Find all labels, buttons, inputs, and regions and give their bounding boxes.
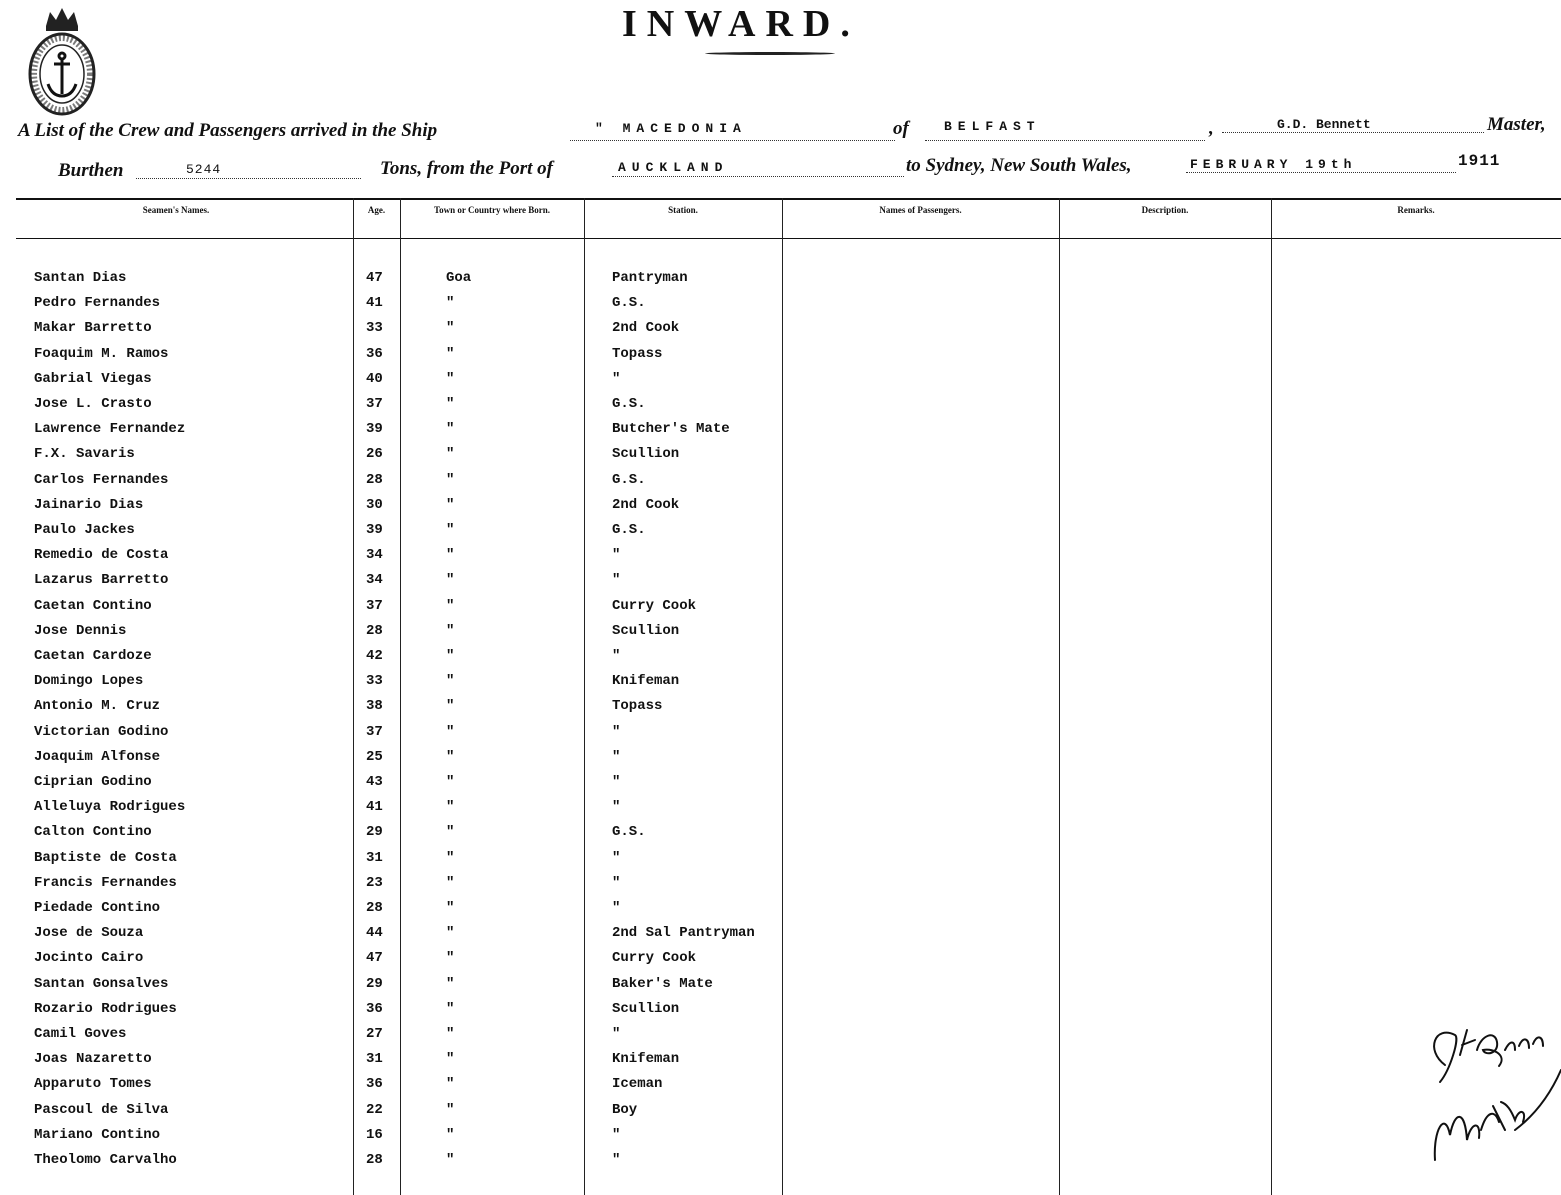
crew-station: "	[612, 900, 621, 916]
master-signature	[1415, 1010, 1561, 1170]
crew-row	[16, 673, 816, 695]
crew-birthplace: "	[446, 950, 455, 967]
crew-station: Scullion	[612, 446, 680, 463]
crew-row	[16, 497, 816, 519]
crew-birthplace: "	[446, 774, 455, 790]
crew-age: 47	[366, 270, 383, 286]
crew-station: 2nd Cook	[612, 320, 680, 337]
crew-name: Piedade Contino	[34, 900, 161, 916]
crew-station: G.S.	[612, 522, 646, 538]
crew-row	[16, 925, 816, 947]
crew-row	[16, 950, 816, 972]
crew-name: Antonio M. Cruz	[34, 698, 161, 715]
crew-row	[16, 1152, 816, 1174]
crew-age: 36	[366, 1076, 383, 1093]
crew-age: 41	[366, 799, 383, 816]
crew-station: "	[612, 370, 621, 387]
crew-station: G.S.	[612, 295, 646, 312]
arrival-year: 1911	[1458, 152, 1501, 170]
crew-age: 31	[366, 1051, 383, 1068]
crew-name: Ciprian Godino	[34, 774, 152, 790]
crew-name: Joaquim Alfonse	[34, 748, 161, 765]
col-header-passenger-names: Names of Passengers.	[879, 205, 962, 215]
crew-birthplace: "	[446, 345, 455, 362]
crew-age: 37	[366, 396, 383, 412]
crew-age: 41	[366, 295, 383, 312]
crew-birthplace: "	[446, 1152, 455, 1168]
crew-row	[16, 850, 816, 872]
crew-name: Remedio de Costa	[34, 547, 169, 564]
crew-birthplace: "	[446, 597, 455, 614]
port-of-registry: BELFAST	[944, 119, 1041, 134]
crew-station: "	[612, 723, 621, 740]
crew-age: 33	[366, 320, 383, 337]
crew-age: 34	[366, 572, 383, 589]
crew-name: F.X. Savaris	[34, 446, 135, 463]
crew-birthplace: "	[446, 295, 455, 312]
crew-list-table	[16, 198, 1561, 1195]
crew-row	[16, 976, 816, 998]
crew-row	[16, 522, 816, 544]
crew-station: Topass	[612, 345, 663, 362]
crew-birthplace: "	[446, 396, 455, 412]
crew-birthplace: "	[446, 799, 455, 816]
crew-birthplace: "	[446, 648, 455, 664]
crew-row	[16, 396, 816, 418]
arrival-date: FEBRUARY 19th	[1190, 157, 1357, 172]
crew-row	[16, 900, 816, 922]
crew-age: 22	[366, 1101, 383, 1118]
crew-age: 39	[366, 522, 383, 538]
crew-station: Knifeman	[612, 1051, 680, 1068]
crew-age: 30	[366, 496, 383, 513]
col-header-description: Description.	[1141, 205, 1189, 215]
crew-name: Lawrence Fernandez	[34, 421, 186, 438]
crew-station: 2nd Sal Pantryman	[612, 925, 755, 942]
crew-station: Boy	[612, 1101, 638, 1118]
crew-row	[16, 446, 816, 468]
master-label: Master,	[1487, 114, 1546, 135]
crew-birthplace: "	[446, 370, 455, 387]
crew-station: "	[612, 799, 621, 816]
crew-birthplace: "	[446, 522, 455, 538]
crew-name: Mariano Contino	[34, 1126, 161, 1143]
header-list-label: A List of the Crew and Passengers arrived in the Ship	[18, 120, 438, 141]
crew-station: Baker's Mate	[612, 975, 713, 992]
crew-birthplace: "	[446, 748, 455, 765]
crew-birthplace: "	[446, 1051, 455, 1068]
master-name: G.D. Bennett	[1277, 117, 1371, 132]
crew-name: Jocinto Cairo	[34, 950, 144, 967]
crew-name: Carlos Fernandes	[34, 471, 169, 488]
crew-row	[16, 1001, 816, 1023]
crew-row	[16, 270, 816, 292]
crew-age: 28	[366, 471, 383, 488]
crew-row	[16, 724, 816, 746]
crew-birthplace: "	[446, 1126, 455, 1143]
crew-station: Butcher's Mate	[612, 421, 730, 438]
crew-name: Caetan Cardoze	[34, 648, 152, 664]
crew-age: 36	[366, 1000, 383, 1017]
crew-station: "	[612, 572, 621, 589]
crew-station: "	[612, 1026, 621, 1042]
crew-age: 23	[366, 874, 383, 891]
crew-age: 29	[366, 824, 383, 841]
col-header-age: Age.	[367, 205, 386, 215]
crew-birthplace: "	[446, 874, 455, 891]
crew-station: Topass	[612, 698, 663, 715]
page-title: INWARD.	[622, 3, 860, 45]
crew-name: Gabrial Viegas	[34, 370, 152, 387]
crew-name: Theolomo Carvalho	[34, 1152, 177, 1168]
crew-station: "	[612, 648, 621, 664]
crew-age: 44	[366, 925, 383, 942]
crew-name: Rozario Rodrigues	[34, 1000, 177, 1017]
crew-birthplace: "	[446, 320, 455, 337]
col-header-remarks: Remarks.	[1397, 205, 1435, 215]
tons-label: Tons, from the Port of	[380, 158, 553, 179]
crew-station: "	[612, 874, 621, 891]
crew-birthplace: "	[446, 673, 455, 690]
crew-name: Jose de Souza	[34, 925, 144, 942]
crew-name: Victorian Godino	[34, 723, 169, 740]
crew-birthplace: "	[446, 446, 455, 463]
crew-birthplace: "	[446, 622, 455, 639]
crew-birthplace: "	[446, 1000, 455, 1017]
crew-row	[16, 1076, 816, 1098]
crew-age: 27	[366, 1026, 383, 1042]
crew-station: Scullion	[612, 1000, 680, 1017]
title-underline	[705, 52, 835, 55]
crew-station: "	[612, 547, 621, 564]
burthen-label: Burthen	[58, 160, 124, 181]
crew-name: Alleluya Rodrigues	[34, 799, 186, 816]
crew-birthplace: "	[446, 824, 455, 841]
crew-row	[16, 648, 816, 670]
crown-icon	[46, 8, 78, 31]
crew-birthplace: "	[446, 849, 455, 866]
crew-birthplace: "	[446, 572, 455, 589]
anchor-icon	[48, 53, 76, 96]
col-header-town-born: Town or Country where Born.	[433, 205, 551, 215]
destination-label: to Sydney, New South Wales,	[906, 155, 1132, 176]
from-port: AUCKLAND	[618, 160, 729, 175]
crew-birthplace: "	[446, 421, 455, 438]
crew-station: Curry Cook	[612, 950, 697, 967]
crew-age: 26	[366, 446, 383, 463]
crew-row	[16, 1051, 816, 1073]
crew-row	[16, 320, 816, 342]
burthen-value: 5244	[186, 162, 222, 177]
crew-row	[16, 295, 816, 317]
crew-station: Knifeman	[612, 673, 680, 690]
crew-row	[16, 572, 816, 594]
crew-name: Makar Barretto	[34, 320, 152, 337]
crew-birthplace: "	[446, 1076, 455, 1093]
crew-age: 28	[366, 900, 383, 916]
crew-age: 47	[366, 950, 383, 967]
crew-age: 34	[366, 547, 383, 564]
crew-name: Camil Goves	[34, 1026, 127, 1042]
crew-name: Joas Nazaretto	[34, 1051, 152, 1068]
crew-age: 37	[366, 597, 383, 614]
crew-age: 39	[366, 421, 383, 438]
crew-row	[16, 623, 816, 645]
crew-station: "	[612, 1152, 621, 1168]
crew-station: G.S.	[612, 396, 646, 412]
crew-birthplace: "	[446, 925, 455, 942]
crew-name: Pascoul de Silva	[34, 1101, 169, 1118]
crew-row	[16, 598, 816, 620]
crew-row	[16, 875, 816, 897]
crew-station: "	[612, 774, 621, 790]
crew-birthplace: "	[446, 496, 455, 513]
crew-row	[16, 749, 816, 771]
crew-birthplace: "	[446, 547, 455, 564]
crew-row	[16, 774, 816, 796]
crew-name: Pedro Fernandes	[34, 295, 161, 312]
crew-station: G.S.	[612, 471, 646, 488]
crew-age: 33	[366, 673, 383, 690]
crew-station: "	[612, 1126, 621, 1143]
crew-name: Francis Fernandes	[34, 874, 177, 891]
crew-birthplace: "	[446, 723, 455, 740]
col-header-seamens-names: Seamen's Names.	[142, 205, 210, 215]
crew-name: Lazarus Barretto	[34, 572, 169, 589]
crew-age: 28	[366, 622, 383, 639]
crew-row	[16, 371, 816, 393]
of-label: of	[893, 118, 909, 139]
crew-name: Santan Dias	[34, 270, 127, 286]
crew-age: 29	[366, 975, 383, 992]
crew-station: 2nd Cook	[612, 496, 680, 513]
crew-row	[16, 472, 816, 494]
crew-age: 43	[366, 774, 383, 790]
crew-station: "	[612, 849, 621, 866]
crew-name: Calton Contino	[34, 824, 152, 841]
crew-station: Curry Cook	[612, 597, 697, 614]
crew-row	[16, 824, 816, 846]
crew-birthplace: "	[446, 975, 455, 992]
crew-station: Scullion	[612, 622, 680, 639]
crew-name: Santan Gonsalves	[34, 975, 169, 992]
crew-station: Pantryman	[612, 270, 688, 286]
crew-name: Foaquim M. Ramos	[34, 345, 169, 362]
crew-age: 38	[366, 698, 383, 715]
crew-name: Apparuto Tomes	[34, 1076, 152, 1093]
crew-name: Jose L. Crasto	[34, 396, 152, 412]
crew-name: Jose Dennis	[34, 622, 127, 639]
crew-age: 42	[366, 648, 383, 664]
crew-row	[16, 1102, 816, 1124]
crew-row	[16, 346, 816, 368]
crew-row	[16, 1127, 816, 1149]
crew-birthplace: "	[446, 471, 455, 488]
crew-age: 36	[366, 345, 383, 362]
crew-name: Paulo Jackes	[34, 522, 135, 538]
crew-row	[16, 1026, 816, 1048]
crew-age: 25	[366, 748, 383, 765]
col-header-station: Station.	[668, 205, 698, 215]
crew-row	[16, 799, 816, 821]
crew-age: 16	[366, 1126, 383, 1143]
crew-birthplace: Goa	[446, 270, 472, 286]
crew-name: Jainario Dias	[34, 496, 144, 513]
crew-birthplace: "	[446, 1026, 455, 1042]
crew-name: Domingo Lopes	[34, 673, 144, 690]
crew-name: Caetan Contino	[34, 597, 152, 614]
crew-age: 28	[366, 1152, 383, 1168]
crew-age: 31	[366, 849, 383, 866]
crew-station: "	[612, 748, 621, 765]
crew-station: Iceman	[612, 1076, 663, 1093]
ship-name: " MACEDONIA	[595, 121, 747, 136]
crew-age: 40	[366, 370, 383, 387]
crew-birthplace: "	[446, 698, 455, 715]
crew-age: 37	[366, 723, 383, 740]
crew-birthplace: "	[446, 1101, 455, 1118]
crew-birthplace: "	[446, 900, 455, 916]
crew-row	[16, 547, 816, 569]
crew-row	[16, 698, 816, 720]
crew-station: G.S.	[612, 824, 646, 841]
crew-name: Baptiste de Costa	[34, 849, 177, 866]
department-seal	[28, 4, 96, 116]
crew-row	[16, 421, 816, 443]
